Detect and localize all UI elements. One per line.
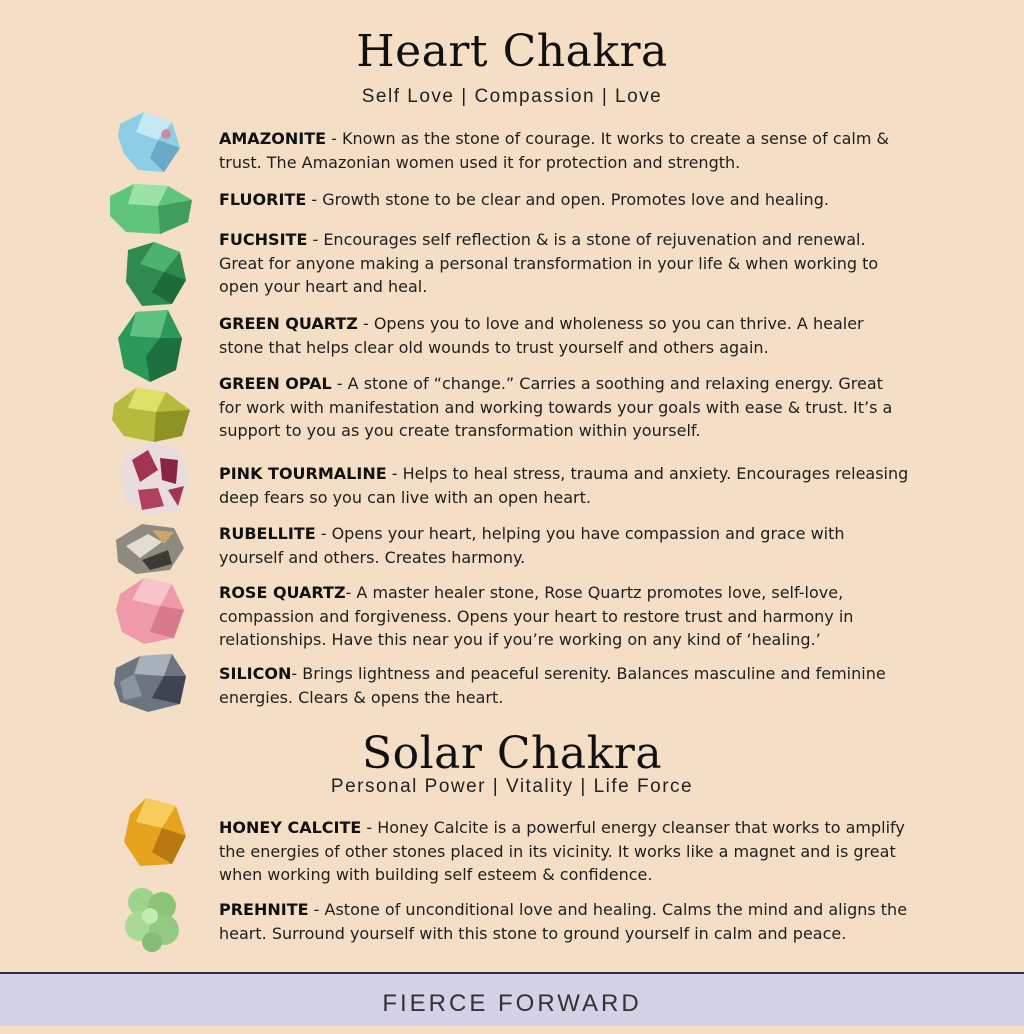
stone-name: FUCHSITE: [219, 230, 308, 249]
stone-description: - Growth stone to be clear and open. Promotes love and healing.: [306, 190, 829, 209]
stone-rose-quartz: [219, 581, 909, 652]
green-opal-stone-icon: [110, 386, 192, 444]
honey-calcite-stone-icon: [122, 796, 188, 868]
stone-name: RUBELLITE: [219, 524, 316, 543]
stone-description: - Astone of unconditional love and healing. Calms the mind and aligns the heart. Surround yourself with this stone to ground yourself in calm and peace.: [219, 900, 908, 943]
solar-chakra-subtitle: Personal Power | Vitality | Life Force: [330, 776, 694, 797]
stone-rubellite: [219, 522, 909, 569]
heart-chakra-subtitle: Self Love | Compassion | Love: [361, 86, 663, 107]
fluorite-stone-icon: [108, 182, 194, 236]
stone-description: - Encourages self reflection & is a stone of rejuvenation and renewal. Great for anyone making a personal transformation in your life & when working to open your heart and heal.: [219, 230, 879, 296]
solar-chakra-title: Solar Chakra: [361, 728, 663, 779]
stone-name: AMAZONITE: [219, 129, 327, 148]
stone-description: - A master healer stone, Rose Quartz promotes love, self-love, compassion and forgiveness. Opens your heart to restore trust and harmony in relationships. Have this near you if you’re working on any kind of ‘healing.’: [219, 583, 854, 649]
rubellite-stone-icon: [112, 520, 186, 576]
prehnite-stone-icon: [120, 882, 184, 954]
amazonite-stone-icon: [114, 110, 182, 178]
stone-description: - A stone of “change.” Carries a soothing and relaxing energy. Great for work with manifestation and working towards your goals with ease & trust. It’s a support to you as you create transformation within yourself.: [219, 374, 893, 440]
stone-description: - Opens you to love and wholeness so you can thrive. A healer stone that helps clear old wounds to trust yourself and others again.: [219, 314, 864, 357]
stone-silicon: [219, 662, 909, 709]
rose-quartz-stone-icon: [114, 576, 186, 646]
stone-description: - Honey Calcite is a powerful energy cleanser that works to amplify the energies of other stones placed in its vicinity. It works like a magnet and is great when working with building self esteem & confidence.: [219, 818, 905, 884]
stone-fuchsite: [219, 228, 909, 299]
stone-fluorite: [219, 188, 909, 212]
stone-name: FLUORITE: [219, 190, 307, 209]
stone-name: ROSE QUARTZ: [219, 583, 346, 602]
pink-tourmaline-stone-icon: [118, 440, 192, 518]
stone-name: PINK TOURMALINE: [219, 464, 387, 483]
fuchsite-stone-icon: [122, 240, 188, 308]
green-quartz-stone-icon: [116, 308, 184, 384]
stone-amazonite: [219, 127, 909, 174]
stone-name: GREEN OPAL: [219, 374, 332, 393]
footer-brand: FIERCE FORWARD: [0, 972, 1024, 1026]
heart-chakra-title: Heart Chakra: [356, 26, 668, 77]
stone-description: - Helps to heal stress, trauma and anxiety. Encourages releasing deep fears so you can live with an open heart.: [219, 464, 909, 507]
stone-description: - Brings lightness and peaceful serenity. Balances masculine and feminine energies. Clears & opens the heart.: [219, 664, 886, 707]
stone-name: GREEN QUARTZ: [219, 314, 358, 333]
stone-green-opal: [219, 372, 909, 443]
stone-green-quartz: [219, 312, 909, 359]
stone-name: HONEY CALCITE: [219, 818, 362, 837]
stone-description: - Known as the stone of courage. It works to create a sense of calm & trust. The Amazonian women used it for protection and strength.: [219, 129, 890, 172]
stone-name: PREHNITE: [219, 900, 309, 919]
stone-pink-tourmaline: [219, 462, 909, 509]
stone-prehnite: [219, 898, 909, 945]
stone-name: SILICON: [219, 664, 292, 683]
stone-honey-calcite: [219, 816, 909, 887]
silicon-stone-icon: [112, 652, 188, 714]
stone-description: - Opens your heart, helping you have compassion and grace with yourself and others. Creates harmony.: [219, 524, 845, 567]
